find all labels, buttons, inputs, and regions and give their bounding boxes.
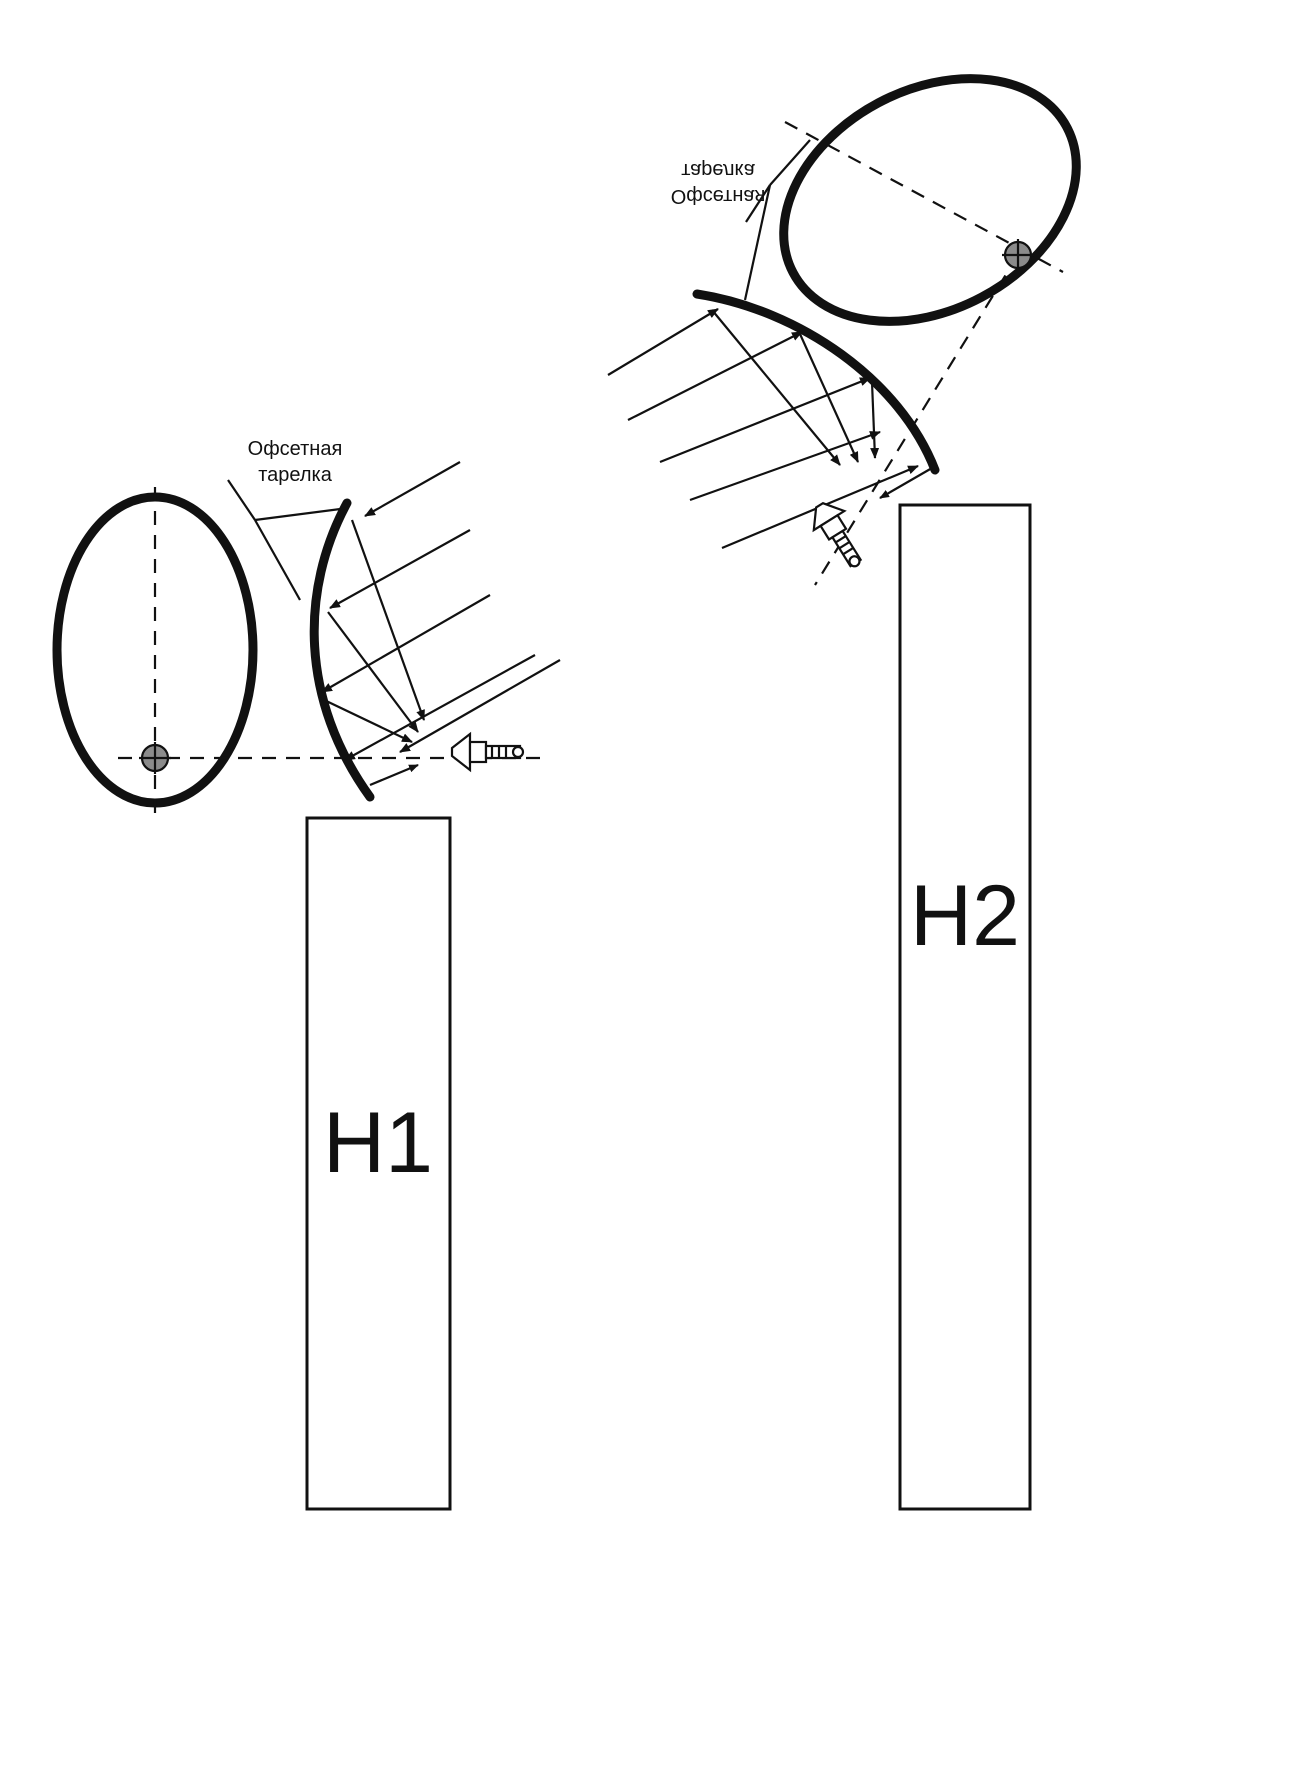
assembly-right <box>608 30 1118 1509</box>
left-dish-hub-icon <box>139 742 171 774</box>
right-incoming-rays <box>608 309 918 548</box>
right-callout-label-line1: Офсетная <box>670 185 766 207</box>
left-lnb-feed-icon <box>452 734 523 770</box>
mast-h1-label: H1 <box>323 1095 433 1191</box>
mast-h2 <box>900 505 1030 1509</box>
right-dish-front-ellipse <box>742 30 1119 370</box>
left-callout-label-line2: тарелка <box>258 464 332 486</box>
mast-h2-label: H2 <box>910 868 1020 964</box>
assembly-left <box>57 438 560 1509</box>
left-callout-label-line1: Офсетная <box>247 438 343 460</box>
right-callout-label-line2: тарелка <box>681 159 755 181</box>
